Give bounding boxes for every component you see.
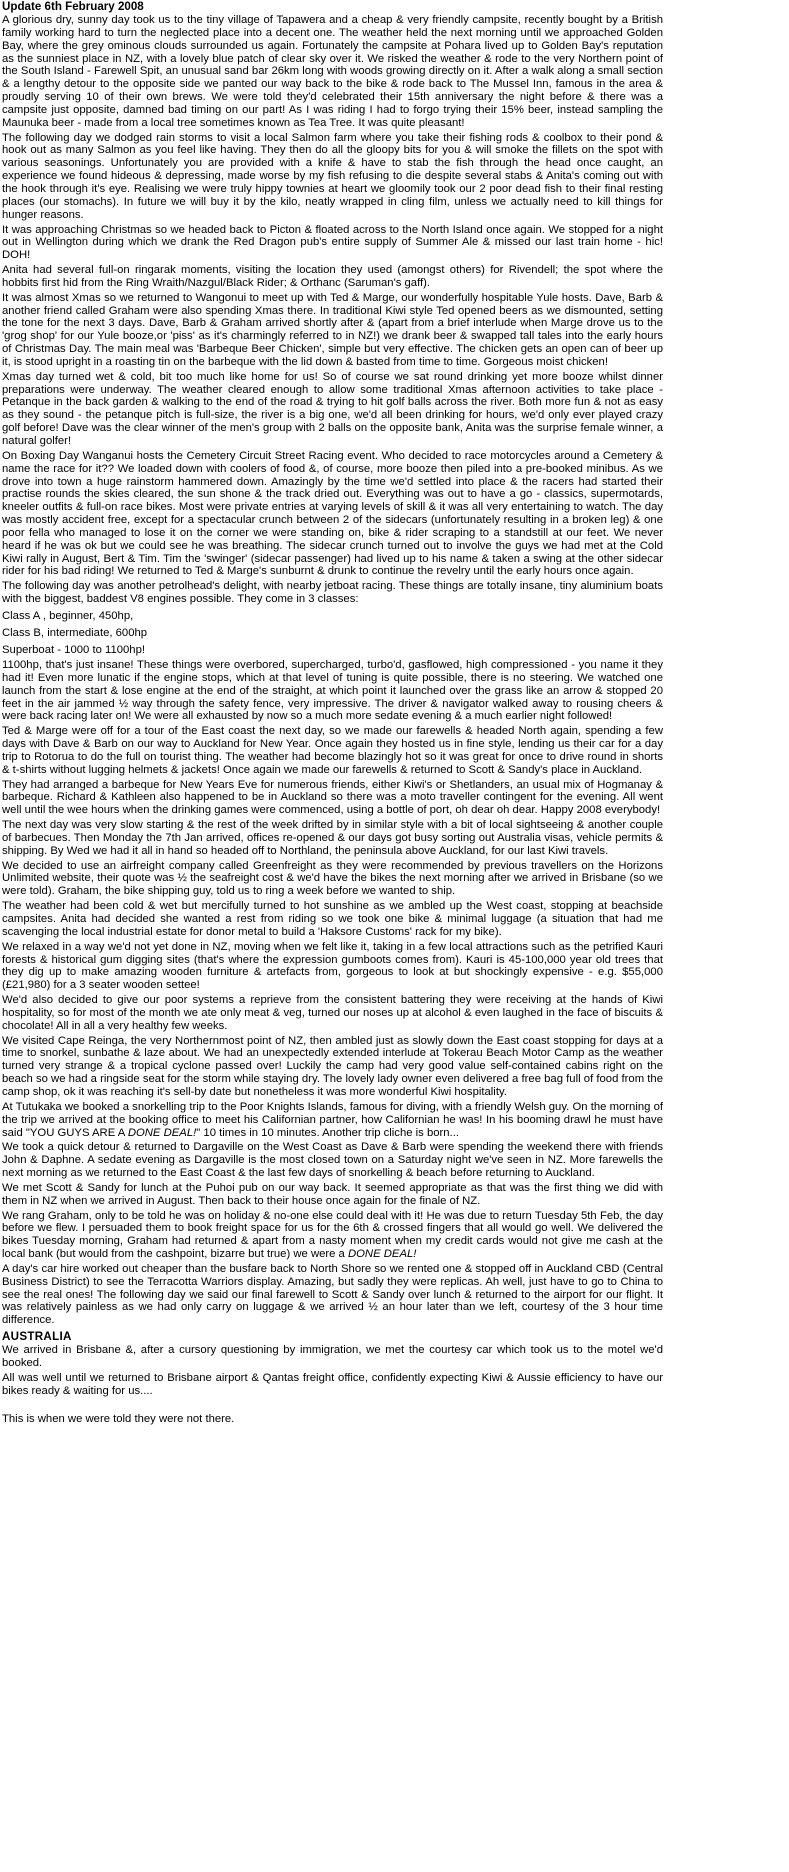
paragraph: Anita had several full-on ringarak moments, visiting the location they used (amongst others) for Rivendell; the spot where the hobbits first hid from the Ring Wraith/Nazgul/Black Rider; & Orthanc (Saruman's gaff). xyxy=(2,264,663,289)
paragraph: The following day we dodged rain storms to visit a local Salmon farm where you take their fishing rods & coolbox to their pond & hook out as many Salmon as you feel like having. They then do all the gloopy bits for you & will smoke the fillets on the spot with various seasonings. Unfortunately you are provided with a knife & have to stab the fish through the head once caught, an experience we found hideous & depressing, made worse by my fish refusing to die despite several stabs & Anita's coming out with the hook through it's eye. Realising we were truly hippy townies at heart we gloomily took our 2 poor dead fish to their final resting places (our stomachs). In future we will buy it by the kilo, neatly wrapped in cling film, unless we actually need to kill things for hunger reasons. xyxy=(2,131,663,221)
paragraph: We met Scott & Sandy for lunch at the Puhoi pub on our way back. It seemed appropriate as that was the first thing we did with them in NZ when we arrived in August. Then back to their house once again for the finale of NZ. xyxy=(2,1181,663,1207)
paragraph: It was almost Xmas so we returned to Wangonui to meet up with Ted & Marge, our wonderfully hospitable Yule hosts. Dave, Barb & another friend called Graham were also spending Xmas there. In traditional Kiwi style Ted opened beers as we dismounted, setting the tone for the next 3 days. Dave, Barb & Graham arrived shortly after & (apart from a brief interlude when Marge drove us to the 'grog shop' for our Yule booze,or 'piss' as it's charmingly referred to in NZ!) we drank beer & swapped tall tales into the early hours of Christmas Day. The main meal was 'Barbeque Beer Chicken', simple but very effective. The chicken gets an open can of beer up it, is stood upright in a roasting tin on the barbeque with the lid down & basted from time to time. Gorgeous moist chicken! xyxy=(2,291,663,368)
paragraph-group-2 xyxy=(2,659,663,1099)
paragraph: The following day was another petrolhead's delight, with nearby jetboat racing. These things are totally insane, tiny aluminium boats with the biggest, baddest V8 engines possible. They come in 3 classes: xyxy=(2,580,663,606)
australia-paragraph: We arrived in Brisbane &, after a cursory questioning by immigration, we met the courtesy car which took us to the motel we'd booked. xyxy=(2,1344,663,1369)
tutukaka-italic: DONE DEAL! xyxy=(127,1126,197,1139)
australia-paragraph: All was well until we returned to Brisbane airport & Qantas freight office, confidently expecting Kiwi & Aussie efficiency to have our bikes ready & waiting for us.... xyxy=(2,1371,663,1397)
jetboat-class-item: Class B, intermediate, 600hp xyxy=(2,626,148,639)
paragraph: We'd also decided to give our poor systems a reprieve from the consistent battering they were receiving at the hands of Kiwi hospitality, so for most of the month we ate only meat & veg, turned our noses up at alcohol & even laughed in the face of biscuits & chocolate! All in all a very healthy few weeks. xyxy=(2,994,663,1032)
paragraph: Ted & Marge were off for a tour of the East coast the next day, so we made our farewells & headed North again, spending a few days with Dave & Barb on our way to Auckland for New Year. Once again they hosted us in fine style, lending us their car for a day trip to Rotorua to do the full on tourist thing. The weather had become blazingly hot so it was great for once to drive round in shorts & t-shirts without lugging helmets & jackets! Once again we made our farewells & returned to Scott & Sandy's place in Auckland. xyxy=(2,725,663,776)
paragraph: 1100hp, that's just insane! These things were overbored, supercharged, turbo'd, gasflowed, high compressioned - you name it they had it! Even more lunatic if the engine stops, which at that level of tuning is quite possible, there is no steering. We watched one launch from the start & lose engine at the end of the straight, at which point it launched over the grass like an arrow & stopped 20 feet in the air jammed ½ way through the safety fence, very impressive. The driver & navigator walked away to rousing cheers & were back racing later on! We were all exhausted by now so a much more sedate evening & a much earlier night followed! xyxy=(2,658,663,723)
australia-heading: AUSTRALIA xyxy=(2,1330,72,1344)
paragraph-group-1 xyxy=(2,14,663,606)
paragraph: We visited Cape Reinga, the very Northernmost point of NZ, then ambled just as slowly down the East coast stopping for days at a time to snorkel, sunbathe & laze about. We had an unexpectedly extended interlude at Tokerau Beach Motor Camp as the weather turned very strange & a tropical cyclone passed over! Luckily the camp had very good value self-contained cabins right on the beach so we had a ringside seat for the storm while staying dry. The lovely lady owner even delivered a free bag full of food from the camp shop, ok it was reaching it's sell-by date but nonetheless it was more wonderful Kiwi hospitality. xyxy=(2,1034,663,1098)
graham-paragraph xyxy=(2,1210,663,1261)
paragraph: On Boxing Day Wanganui hosts the Cemetery Circuit Street Racing event. Who decided to race motorcycles around a Cemetery & name the race for it?? We loaded down with coolers of food &, of course, more booze then piled into a pre-booked minibus. As we drove into town a huge rainstorm hammered down. Amazingly by the time we'd settled into place & the racers had started their practise rounds the skies cleared, the sun shone & the track dried out. Everything was out to have a go - classics, supermotards, kneeler outfits & full-on race bikes. Most were private entries at varying levels of skill & it was all very entertaining to watch. The day was mostly accident free, except for a spectacular crunch between 2 of the sidecars (unfortunately resulting in a broken leg) & one poor fella who managed to lose it on the corner we were standing on, bike & rider scraping to a standstill at our feet. We never heard if he was ok but we could see he was breathing. The sidecar crunch turned out to involve the guys we had met at the Cold Kiwi rally in August, Bert & Tim. Tim the 'swinger' (sidecar passenger) had lived up to his name & taken a swing at the other sidecar rider for his bad riding! We returned to Ted & Marge's sunburnt & drunk to continue the revelry until the early hours once again. xyxy=(2,449,663,578)
paragraph: We relaxed in a way we'd not yet done in NZ, moving when we felt like it, taking in a few local attractions such as the petrified Kauri forests & historical gum digging sites (that's where the expression gumboots comes from). Kauri is 45-100,000 year old trees that they dig up to make amazing wooden furniture & artefacts from, gorgeous to look at but shockingly expensive - e.g. $55,000 (£21,980) for a 3 seater wooden settee! xyxy=(2,940,663,992)
tutukaka-paragraph xyxy=(2,1101,663,1140)
graham-text-before: We rang Graham, only to be told he was on holiday & no-one else could deal with it! He was due to return Tuesday 5th Feb, the day before we flew. I persuaded them to book freight space for us for the 6th & crossed fingers that all would go well. We delivered the bikes Tuesday morning, Graham had returned & apart from a nasty moment when my credit cards would not give me cash at the local bank (but would from the cashpoint, bizarre but true) we were a xyxy=(2,1209,663,1261)
paragraph: They had arranged a barbeque for New Years Eve for numerous friends, either Kiwi's or Shetlanders, an usual mix of Hogmanay & barbeque. Richard & Kathleen also happened to be in Auckland so there was a moto traveller contingent for the evening. All went well until the wee hours when the drinking games were commenced, using a bottle of port, oh dear oh dear. Happy 2008 everybody! xyxy=(2,778,663,817)
paragraph: We took a quick detour & returned to Dargaville on the West Coast as Dave & Barb were spending the weekend there with friends John & Daphne. A sedate evening as Dargaville is the most closed town on a Saturday night we've seen in NZ. More farewells the next morning as we returned to the East Coast & the last few days of snorkelling & beach before returning to Auckland. xyxy=(2,1141,663,1180)
paragraph-group-3 xyxy=(2,1141,663,1207)
tutukaka-text-before: At Tutukaka we booked a snorkelling trip to the Poor Knights Islands, famous for diving, with a friendly Welsh guy. On the morning of the trip we arrived at the booking office to meet his Californian partner, how Californian he was! In his booming drawl he must have said "YOU GUYS ARE A xyxy=(2,1100,663,1139)
paragraph: A glorious dry, sunny day took us to the tiny village of Tapawera and a cheap & very friendly campsite, recently bought by a British family working hard to turn the neglected place into a decent one. The weather held the next morning until we approached Golden Bay, where the grey ominous clouds surrounded us again. Fortunately the campsite at Pohara lived up to Golden Bay's reputation as the sunniest place in NZ, with a lovely blue patch of clear sky over it. We risked the weather & rode to the very Northern point of the South Island - Farewell Spit, an unusual sand bar 26km long with woods growing directly on it. After a walk along a small section & a lengthy detour to the opposite side we panted our way back to the bike & rode back to The Mussel Inn, famous in the area & proudly serving 10 of their own brews. We were told they'd celebrated their 15th anniversary the night before & there was a campsite just opposite, damned bad timing on our part! As I was riding I had to forgo trying their 15% beer, instead sampling the Maunuka beer - made from a local tree sometimes known as Tea Tree. It was quite pleasant! xyxy=(2,14,663,129)
paragraph: The next day was very slow starting & the rest of the week drifted by in similar style with a bit of local sightseeing & another couple of barbecues. Then Monday the 7th Jan arrived, offices re-opened & our days got busy sorting out Australia visas, vehicle permits & shipping. By Wed we had it all in hand so headed off to Northland, the peninsula above Auckland, for our last Kiwi travels. xyxy=(2,819,663,857)
tutukaka-text-after: " 10 times in 10 minutes. Another trip cliche is born... xyxy=(196,1126,459,1139)
last-nz-paragraph: A day's car hire worked out cheaper than the busfare back to North Shore so we rented one & stopped off in Auckland CBD (Central Business District) to see the Terracotta Warriors display. Amazing, but sadly they were replicas. Ah well, just have to go to China to see the real ones! The following day we said our final farewell to Scott & Sandy over lunch & returned to the airport for our flight. It was relatively painless as we had only carry on luggage & we arrived ½ an hour later than we left, courtesy of the 3 hour time difference. xyxy=(2,1262,663,1327)
graham-italic: DONE DEAL! xyxy=(347,1248,417,1261)
update-heading: Update 6th February 2008 xyxy=(2,0,144,13)
paragraph: It was approaching Christmas so we headed back to Picton & floated across to the North Island once again. We stopped for a night out in Wellington during which we drank the Red Dragon pub's entire supply of Summer Ale & missed our last train home - hic! DOH! xyxy=(2,223,663,262)
paragraph: The weather had been cold & wet but mercifully turned to hot sunshine as we ambled up the West coast, stopping at beachside campsites. Anita had decided she wanted a rest from riding so we took one bike & minimal luggage (a situation that had me scavenging the local industrial estate for donor metal to build a 'Haksore Customs' rack for my bike). xyxy=(2,900,663,938)
paragraph: Xmas day turned wet & cold, bit too much like home for us! So of course we sat round drinking yet more booze whilst dinner preparations were underway. The weather cleared enough to allow some traditional Xmas afternoon activities to take place - Petanque in the back garden & walking to the end of the road & trying to hit golf balls across the river. Both more fun & not as easy as they sound - the petanque pitch is full-size, the river is a big one, we'd all been drinking for hours, we'd only ever played crazy golf before! Dave was the clear winner of the men's group with 2 balls on the opposite bank, Anita was the surprise female winner, a natural golfer! xyxy=(2,370,663,447)
closing-paragraph: This is when we were told they were not there. xyxy=(2,1412,235,1425)
jetboat-class-list xyxy=(2,608,663,659)
jetboat-class-item: Superboat - 1000 to 1100hp! xyxy=(2,643,145,656)
jetboat-class-item: Class A , beginner, 450hp, xyxy=(2,609,134,622)
blank-line xyxy=(2,1400,663,1413)
australia-paragraphs xyxy=(2,1344,663,1397)
paragraph: We decided to use an airfreight company called Greenfreight as they were recommended by previous travellers on the Horizons Unlimited website, their quote was ½ the seafreight cost & we'd have the bikes the next morning after we arrived in Brisbane (so we were told). Graham, the bike shipping guy, told us to ring a week before we wanted to ship. xyxy=(2,859,663,898)
